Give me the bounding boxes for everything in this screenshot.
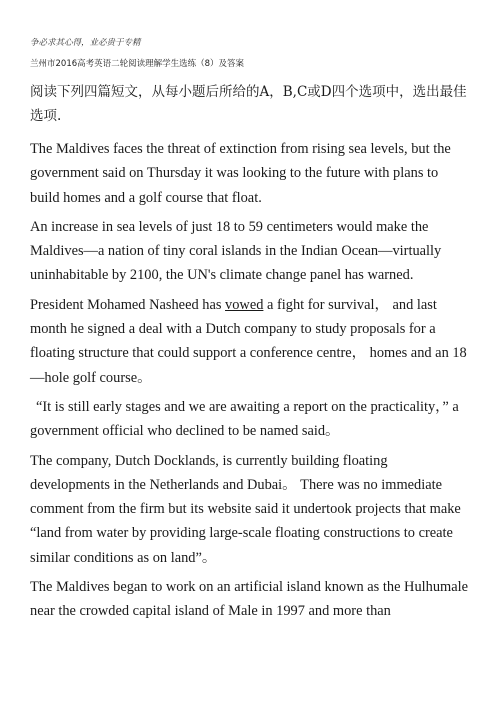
passage-paragraph-2: An increase in sea levels of just 18 to 59 centimeters would make the Maldives—a nation of tiny coral islands in the Indian Ocean—virtually uninhabitable by 2100, the UN's climate change panel has warned. <box>30 218 442 284</box>
paragraph-3-start: President Mohamed Nasheed has <box>30 296 226 313</box>
passage-paragraph-3 <box>30 293 470 390</box>
document-title: 兰州市2016高考英语二轮阅读理解学生选练（8）及答案 <box>30 59 245 69</box>
reading-instructions: 阅读下列四篇短文，从每小题后所给的A，B,C或D四个选项中，选出最佳选项. <box>30 84 467 124</box>
underlined-word: vowed <box>225 296 264 313</box>
passage-paragraph-6: The Maldives began to work on an artificial island known as the Hulhumale near the crowded capital island of Male in 1997 and more than <box>30 579 469 620</box>
paragraph-3-rest: a fight for survival， and last month he signed a deal with a Dutch company to study proposals for a floating structure that could support a conference centre， homes and an 18—hole golf course。 <box>30 296 467 386</box>
reading-passage <box>30 137 470 629</box>
passage-paragraph-5: The company, Dutch Docklands, is currently building floating developments in the Netherlands and Dubai。 There was no immediate comment from the firm but its website said it undertook projects that make “land from water by providing large-scale floating constructions to create similar conditions as on land”。 <box>30 452 461 566</box>
passage-paragraph-1: The Maldives faces the threat of extinction from rising sea levels, but the government said on Thursday it was looking to the future with plans to build homes and a golf course that float. <box>30 141 451 206</box>
passage-paragraph-4: “It is still early stages and we are awaiting a report on the practicality，” a government official who declined to be named said。 <box>30 398 459 440</box>
page-motto: 争必求其心得，业必贵于专精 <box>30 38 141 48</box>
